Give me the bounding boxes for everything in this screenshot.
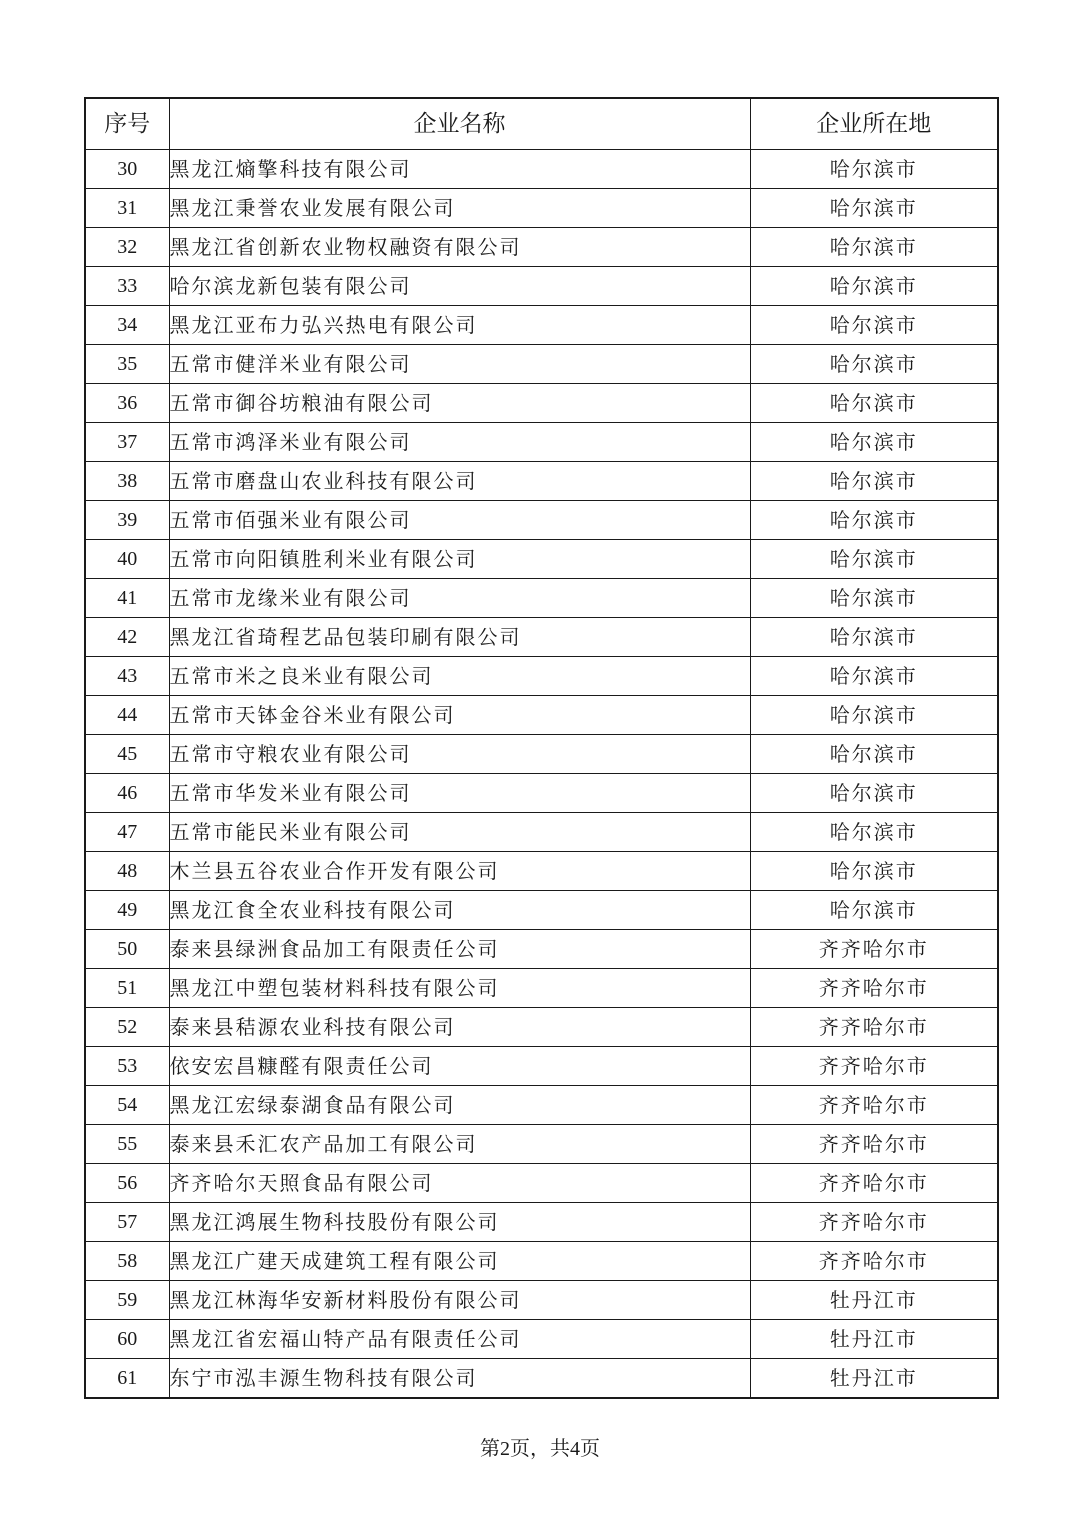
row-enterprise-location: 哈尔滨市 bbox=[750, 345, 998, 384]
row-enterprise-name: 五常市磨盘山农业科技有限公司 bbox=[169, 462, 750, 501]
row-serial-number: 49 bbox=[85, 891, 169, 930]
table-row bbox=[85, 540, 998, 579]
row-enterprise-name: 黑龙江广建天成建筑工程有限公司 bbox=[169, 1242, 750, 1281]
table-row bbox=[85, 930, 998, 969]
row-enterprise-location: 牡丹江市 bbox=[750, 1320, 998, 1359]
row-enterprise-location: 哈尔滨市 bbox=[750, 150, 998, 189]
table-row bbox=[85, 1086, 998, 1125]
row-enterprise-location: 牡丹江市 bbox=[750, 1281, 998, 1320]
row-enterprise-name: 五常市能民米业有限公司 bbox=[169, 813, 750, 852]
table-header-row bbox=[85, 98, 998, 150]
row-serial-number: 58 bbox=[85, 1242, 169, 1281]
table-row bbox=[85, 579, 998, 618]
row-serial-number: 37 bbox=[85, 423, 169, 462]
row-enterprise-location: 哈尔滨市 bbox=[750, 579, 998, 618]
row-serial-number: 44 bbox=[85, 696, 169, 735]
row-serial-number: 59 bbox=[85, 1281, 169, 1320]
row-enterprise-name: 泰来县秸源农业科技有限公司 bbox=[169, 1008, 750, 1047]
row-enterprise-location: 哈尔滨市 bbox=[750, 501, 998, 540]
table-row bbox=[85, 462, 998, 501]
row-serial-number: 30 bbox=[85, 150, 169, 189]
table-row bbox=[85, 1125, 998, 1164]
table-row bbox=[85, 189, 998, 228]
row-enterprise-location: 哈尔滨市 bbox=[750, 228, 998, 267]
row-enterprise-location: 齐齐哈尔市 bbox=[750, 1086, 998, 1125]
row-enterprise-name: 木兰县五谷农业合作开发有限公司 bbox=[169, 852, 750, 891]
row-enterprise-location: 哈尔滨市 bbox=[750, 618, 998, 657]
row-serial-number: 32 bbox=[85, 228, 169, 267]
row-enterprise-name: 泰来县禾汇农产品加工有限公司 bbox=[169, 1125, 750, 1164]
row-enterprise-name: 黑龙江鸿展生物科技股份有限公司 bbox=[169, 1203, 750, 1242]
table-row bbox=[85, 345, 998, 384]
row-enterprise-location: 齐齐哈尔市 bbox=[750, 1242, 998, 1281]
row-enterprise-name: 黑龙江宏绿泰湖食品有限公司 bbox=[169, 1086, 750, 1125]
row-serial-number: 39 bbox=[85, 501, 169, 540]
row-serial-number: 52 bbox=[85, 1008, 169, 1047]
row-enterprise-location: 哈尔滨市 bbox=[750, 540, 998, 579]
row-enterprise-name: 五常市龙缘米业有限公司 bbox=[169, 579, 750, 618]
row-serial-number: 50 bbox=[85, 930, 169, 969]
table-row bbox=[85, 813, 998, 852]
row-enterprise-location: 哈尔滨市 bbox=[750, 774, 998, 813]
row-enterprise-location: 哈尔滨市 bbox=[750, 384, 998, 423]
row-serial-number: 51 bbox=[85, 969, 169, 1008]
row-enterprise-location: 哈尔滨市 bbox=[750, 813, 998, 852]
row-enterprise-name: 五常市佰强米业有限公司 bbox=[169, 501, 750, 540]
table-row bbox=[85, 384, 998, 423]
row-serial-number: 56 bbox=[85, 1164, 169, 1203]
table-row bbox=[85, 969, 998, 1008]
row-enterprise-location: 哈尔滨市 bbox=[750, 735, 998, 774]
table-row bbox=[85, 891, 998, 930]
table-body bbox=[85, 150, 998, 1399]
row-enterprise-location: 齐齐哈尔市 bbox=[750, 1008, 998, 1047]
row-serial-number: 53 bbox=[85, 1047, 169, 1086]
row-enterprise-location: 齐齐哈尔市 bbox=[750, 1125, 998, 1164]
row-serial-number: 34 bbox=[85, 306, 169, 345]
row-enterprise-location: 哈尔滨市 bbox=[750, 267, 998, 306]
table-row bbox=[85, 306, 998, 345]
enterprise-table bbox=[84, 97, 999, 1399]
row-serial-number: 36 bbox=[85, 384, 169, 423]
row-serial-number: 42 bbox=[85, 618, 169, 657]
row-enterprise-location: 哈尔滨市 bbox=[750, 189, 998, 228]
table-row bbox=[85, 1281, 998, 1320]
row-enterprise-location: 齐齐哈尔市 bbox=[750, 1047, 998, 1086]
row-enterprise-name: 黑龙江省创新农业物权融资有限公司 bbox=[169, 228, 750, 267]
header-enterprise-location: 企业所在地 bbox=[750, 98, 998, 150]
row-serial-number: 61 bbox=[85, 1359, 169, 1399]
row-enterprise-name: 黑龙江秉誉农业发展有限公司 bbox=[169, 189, 750, 228]
row-enterprise-location: 齐齐哈尔市 bbox=[750, 969, 998, 1008]
table-row bbox=[85, 774, 998, 813]
row-serial-number: 43 bbox=[85, 657, 169, 696]
row-enterprise-name: 黑龙江中塑包装材料科技有限公司 bbox=[169, 969, 750, 1008]
table-row bbox=[85, 267, 998, 306]
row-serial-number: 48 bbox=[85, 852, 169, 891]
table-row bbox=[85, 1164, 998, 1203]
row-enterprise-location: 哈尔滨市 bbox=[750, 657, 998, 696]
header-enterprise-name: 企业名称 bbox=[169, 98, 750, 150]
table-row bbox=[85, 696, 998, 735]
row-enterprise-location: 哈尔滨市 bbox=[750, 462, 998, 501]
table-row bbox=[85, 1047, 998, 1086]
row-enterprise-name: 黑龙江林海华安新材料股份有限公司 bbox=[169, 1281, 750, 1320]
row-enterprise-location: 哈尔滨市 bbox=[750, 852, 998, 891]
page-number-footer: 第2页，共4页 bbox=[480, 1438, 600, 1460]
row-enterprise-name: 依安宏昌糠醛有限责任公司 bbox=[169, 1047, 750, 1086]
row-enterprise-location: 哈尔滨市 bbox=[750, 423, 998, 462]
table-row bbox=[85, 150, 998, 189]
row-serial-number: 46 bbox=[85, 774, 169, 813]
row-serial-number: 40 bbox=[85, 540, 169, 579]
row-serial-number: 31 bbox=[85, 189, 169, 228]
row-enterprise-name: 五常市向阳镇胜利米业有限公司 bbox=[169, 540, 750, 579]
table-row bbox=[85, 1203, 998, 1242]
row-enterprise-location: 哈尔滨市 bbox=[750, 696, 998, 735]
table-row bbox=[85, 657, 998, 696]
table-row bbox=[85, 618, 998, 657]
row-serial-number: 33 bbox=[85, 267, 169, 306]
row-enterprise-name: 五常市鸿泽米业有限公司 bbox=[169, 423, 750, 462]
table-row bbox=[85, 735, 998, 774]
table-row bbox=[85, 423, 998, 462]
table-row bbox=[85, 1008, 998, 1047]
row-serial-number: 35 bbox=[85, 345, 169, 384]
row-enterprise-location: 齐齐哈尔市 bbox=[750, 930, 998, 969]
row-enterprise-name: 黑龙江食全农业科技有限公司 bbox=[169, 891, 750, 930]
table-row bbox=[85, 852, 998, 891]
row-enterprise-location: 哈尔滨市 bbox=[750, 891, 998, 930]
row-enterprise-name: 泰来县绿洲食品加工有限责任公司 bbox=[169, 930, 750, 969]
header-serial-number: 序号 bbox=[85, 98, 169, 150]
row-enterprise-name: 五常市天钵金谷米业有限公司 bbox=[169, 696, 750, 735]
row-enterprise-name: 黑龙江省琦程艺品包装印刷有限公司 bbox=[169, 618, 750, 657]
table-row bbox=[85, 1359, 998, 1399]
row-serial-number: 55 bbox=[85, 1125, 169, 1164]
row-serial-number: 38 bbox=[85, 462, 169, 501]
row-enterprise-location: 哈尔滨市 bbox=[750, 306, 998, 345]
row-enterprise-name: 东宁市泓丰源生物科技有限公司 bbox=[169, 1359, 750, 1399]
row-serial-number: 57 bbox=[85, 1203, 169, 1242]
row-enterprise-name: 黑龙江亚布力弘兴热电有限公司 bbox=[169, 306, 750, 345]
row-enterprise-name: 黑龙江熵擎科技有限公司 bbox=[169, 150, 750, 189]
table-row bbox=[85, 1320, 998, 1359]
row-enterprise-location: 齐齐哈尔市 bbox=[750, 1164, 998, 1203]
row-serial-number: 41 bbox=[85, 579, 169, 618]
row-enterprise-name: 哈尔滨龙新包装有限公司 bbox=[169, 267, 750, 306]
row-enterprise-name: 五常市健洋米业有限公司 bbox=[169, 345, 750, 384]
table-row bbox=[85, 501, 998, 540]
row-serial-number: 60 bbox=[85, 1320, 169, 1359]
row-enterprise-name: 五常市华发米业有限公司 bbox=[169, 774, 750, 813]
row-enterprise-location: 牡丹江市 bbox=[750, 1359, 998, 1399]
row-enterprise-name: 黑龙江省宏福山特产品有限责任公司 bbox=[169, 1320, 750, 1359]
row-enterprise-location: 齐齐哈尔市 bbox=[750, 1203, 998, 1242]
row-enterprise-name: 五常市御谷坊粮油有限公司 bbox=[169, 384, 750, 423]
row-enterprise-name: 齐齐哈尔天照食品有限公司 bbox=[169, 1164, 750, 1203]
table-row bbox=[85, 1242, 998, 1281]
row-serial-number: 47 bbox=[85, 813, 169, 852]
row-enterprise-name: 五常市守粮农业有限公司 bbox=[169, 735, 750, 774]
row-enterprise-name: 五常市米之良米业有限公司 bbox=[169, 657, 750, 696]
row-serial-number: 54 bbox=[85, 1086, 169, 1125]
table-row bbox=[85, 228, 998, 267]
row-serial-number: 45 bbox=[85, 735, 169, 774]
